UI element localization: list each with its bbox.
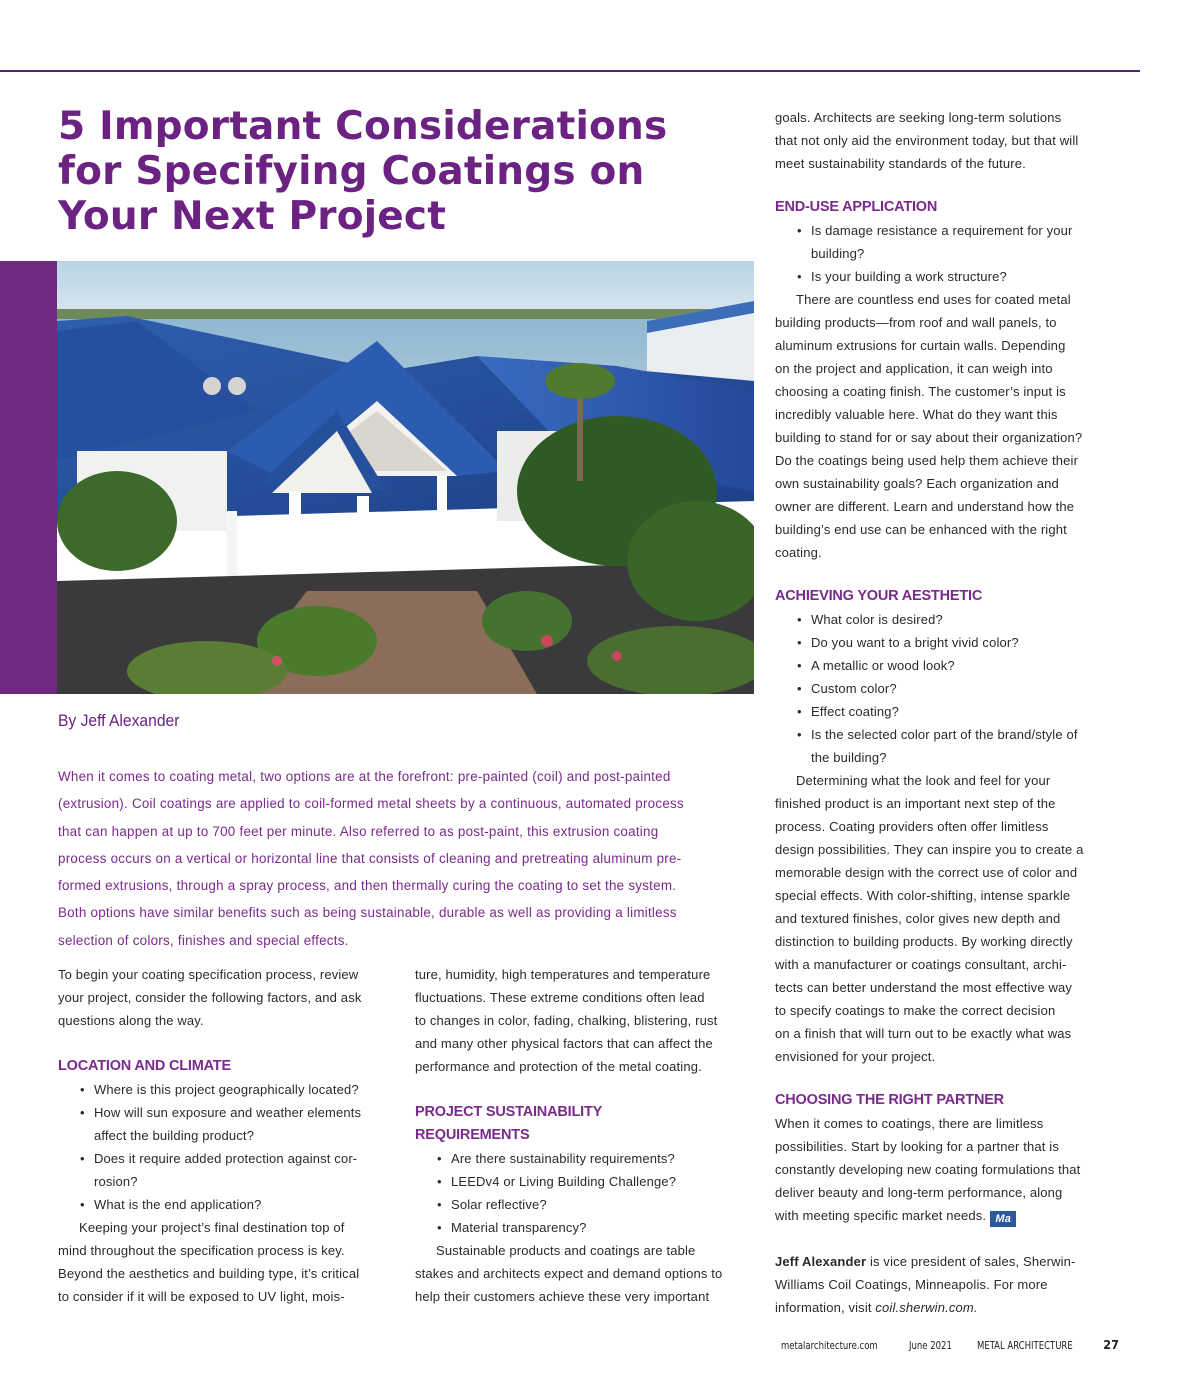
bullet-text: Custom color? [811,681,897,696]
bullet-text-continued: affect the building product? [94,1128,255,1143]
text-line: help their customers achieve these very important [415,1289,710,1304]
text-line: There are countless end uses for coated metal [796,292,1071,307]
author-bio-line [775,1296,1120,1319]
bullet-item [775,631,1120,654]
section-heading-aesthetic: ACHIEVING YOUR AESTHETIC [775,588,983,604]
bullet-icon: • [80,1082,85,1097]
text-line: fluctuations. These extreme conditions often lead [415,990,705,1005]
text-line: ture, humidity, high temperatures and temperature [415,967,711,982]
bullet-item [415,1216,760,1239]
magazine-end-mark-icon: Ma [990,1211,1016,1227]
text-line: aluminum extrusions for curtain walls. Depending [775,338,1066,353]
intro-line: selection of colors, finishes and special effects. [58,932,349,948]
bullet-text: Does it require added protection against cor- [94,1151,358,1166]
bullet-item [775,654,1120,677]
text-line: incredibly valuable here. What do they want this [775,407,1058,422]
website-link[interactable]: coil.sherwin.com. [875,1300,978,1315]
text-line: that not only aid the environment today, but that will [775,133,1079,148]
title-line: for Specifying Coatings on [58,149,645,194]
bullet-item [58,1078,403,1101]
title-line: Your Next Project [58,194,447,239]
author-name: Jeff Alexander [775,1254,867,1269]
intro-line: process occurs on a vertical or horizontal line that consists of cleaning and pretreating aluminum pre- [58,850,682,866]
section-heading-sustainability-2: REQUIREMENTS [415,1127,530,1143]
text-line: building’s end use can be enhanced with the right [775,522,1067,537]
author-bio-line [775,1250,1120,1273]
text-line: constantly developing new coating formulations that [775,1162,1081,1177]
bullet-icon: • [80,1197,85,1212]
bullet-item [58,1147,403,1170]
bullet-icon: • [797,704,802,719]
bullet-text: Are there sustainability requirements? [451,1151,675,1166]
text-line: design possibilities. They can inspire you to create a [775,842,1084,857]
text-line: possibilities. Start by looking for a partner that is [775,1139,1059,1154]
bullet-text: Is damage resistance a requirement for your [811,223,1073,238]
text-line: special effects. With color-shifting, intense sparkle [775,888,1071,903]
bullet-item [415,1170,760,1193]
byline: By Jeff Alexander [58,711,180,730]
bullet-text: How will sun exposure and weather elements [94,1105,362,1120]
text-line: When it comes to coatings, there are limitless [775,1116,1044,1131]
page-number: 27 [1103,1337,1119,1352]
bullet-item [775,219,1120,242]
bullet-text: Where is this project geographically located? [94,1082,359,1097]
bullet-text-continued: building? [811,246,865,261]
bullet-item [58,1101,403,1124]
bullet-text: A metallic or wood look? [811,658,955,673]
text-line: process. Coating providers often offer limitless [775,819,1049,834]
title-line: 5 Important Considerations [58,104,668,149]
text-line: envisioned for your project. [775,1049,936,1064]
bullet-icon: • [797,727,802,742]
bullet-icon: • [797,658,802,673]
page-footer [781,1337,1119,1352]
footer-magazine: METAL ARCHITECTURE [976,1340,1073,1352]
text-line: Sustainable products and coatings are table [436,1243,696,1258]
text-line-end: with meeting specific market needs. [775,1208,987,1223]
intro-line: When it comes to coating metal, two options are at the forefront: pre-painted (coil) and post-painted [58,769,671,784]
author-bio-text: is vice president of sales, Sherwin- [866,1254,1076,1269]
purple-side-bar [0,261,57,694]
body-column-2 [415,963,760,1308]
bullet-icon: • [797,269,802,284]
text-line: to specify coatings to make the correct decision [775,1003,1056,1018]
text-line: on a finish that will turn out to be exactly what was [775,1026,1072,1041]
author-bio-line: Williams Coil Coatings, Minneapolis. For more [775,1277,1048,1292]
footer-date: June 2021 [908,1340,952,1352]
bullet-icon: • [437,1197,442,1212]
text-line: building to stand for or say about their organization? [775,430,1083,445]
text-line: to consider if it will be exposed to UV light, mois- [58,1289,345,1304]
bullet-text: Effect coating? [811,704,900,719]
bullet-icon: • [797,635,802,650]
bullet-item [775,677,1120,700]
bullet-icon: • [437,1220,442,1235]
section-heading-partner: CHOOSING THE RIGHT PARTNER [775,1092,1004,1108]
text-line: building products—from roof and wall panels, to [775,315,1057,330]
text-line: Do the coatings being used help them achieve their [775,453,1079,468]
bullet-text: What is the end application? [94,1197,262,1212]
body-column-3 [775,106,1120,1319]
text-line: Keeping your project’s final destination top of [79,1220,345,1235]
top-rule [0,70,1140,72]
bullet-item [775,265,1120,288]
hero-photo-building-blue-roof [57,261,754,694]
bullet-item [415,1193,760,1216]
bullet-item [775,608,1120,631]
text-line: tects can better understand the most effective way [775,980,1073,995]
text-line: and many other physical factors that can affect the [415,1036,713,1051]
text-line: on the project and application, it can weigh into [775,361,1053,376]
text-line [775,1204,1120,1227]
text-line: owner are different. Learn and understand how the [775,499,1075,514]
text-line: Beyond the aesthetics and building type, it’s critical [58,1266,360,1281]
intro-line: Both options have similar benefits such as being sustainable, durable as well as providing a limitless [58,905,677,921]
section-heading-sustainability: PROJECT SUSTAINABILITY [415,1104,603,1120]
bullet-icon: • [80,1151,85,1166]
intro-paragraph [58,763,758,954]
bullet-item [775,700,1120,723]
body-column-1 [58,963,403,1308]
text-line: questions along the way. [58,1013,204,1028]
bullet-item [415,1147,760,1170]
intro-line: that can happen at up to 700 feet per minute. Also referred to as post-paint, this extrusion coating [58,823,659,839]
text-line: performance and protection of the metal coating. [415,1059,702,1074]
section-heading-end-use: END-USE APPLICATION [775,199,938,215]
text-line: choosing a coating finish. The customer’s input is [775,384,1066,399]
bullet-text: Do you want to a bright vivid color? [811,635,1019,650]
bullet-icon: • [797,612,802,627]
bullet-text: Material transparency? [451,1220,587,1235]
text-line: to changes in color, fading, chalking, blistering, rust [415,1013,718,1028]
text-line: mind throughout the specification process is key. [58,1243,345,1258]
intro-line: (extrusion). Coil coatings are applied to coil-formed metal sheets by a continuous, automated process [58,796,684,812]
bullet-icon: • [797,223,802,238]
text-line: own sustainability goals? Each organization and [775,476,1059,491]
text-line: To begin your coating specification process, review [58,967,359,982]
author-bio-text: information, visit [775,1300,876,1315]
text-line: stakes and architects expect and demand options to [415,1266,723,1281]
bullet-icon: • [437,1174,442,1189]
intro-line: formed extrusions, through a spray process, and then thermally curing the coating to set the system. [58,878,677,894]
text-line: your project, consider the following factors, and ask [58,990,362,1005]
bullet-text: Solar reflective? [451,1197,547,1212]
text-line: memorable design with the correct use of color and [775,865,1078,880]
text-line: deliver beauty and long-term performance, along [775,1185,1063,1200]
text-line: distinction to building products. By working directly [775,934,1073,949]
text-line: with a manufacturer or coatings consultant, archi- [775,957,1067,972]
article-title [58,104,748,239]
bullet-text: What color is desired? [811,612,943,627]
bullet-item [58,1193,403,1216]
text-line: meet sustainability standards of the future. [775,156,1026,171]
bullet-text: LEEDv4 or Living Building Challenge? [451,1174,677,1189]
text-line: finished product is an important next step of the [775,796,1056,811]
bullet-text: Is your building a work structure? [811,269,1007,284]
text-line: goals. Architects are seeking long-term solutions [775,110,1062,125]
footer-site: metalarchitecture.com [781,1340,878,1352]
bullet-icon: • [797,681,802,696]
section-heading-location-climate: LOCATION AND CLIMATE [58,1058,231,1074]
bullet-text: Is the selected color part of the brand/style of [811,727,1078,742]
text-line: and textured finishes, color gives new depth and [775,911,1061,926]
text-line: Determining what the look and feel for your [796,773,1051,788]
bullet-icon: • [437,1151,442,1166]
text-line: coating. [775,545,822,560]
bullet-text-continued: the building? [811,750,887,765]
bullet-icon: • [80,1105,85,1120]
bullet-text-continued: rosion? [94,1174,138,1189]
bullet-item [775,723,1120,746]
